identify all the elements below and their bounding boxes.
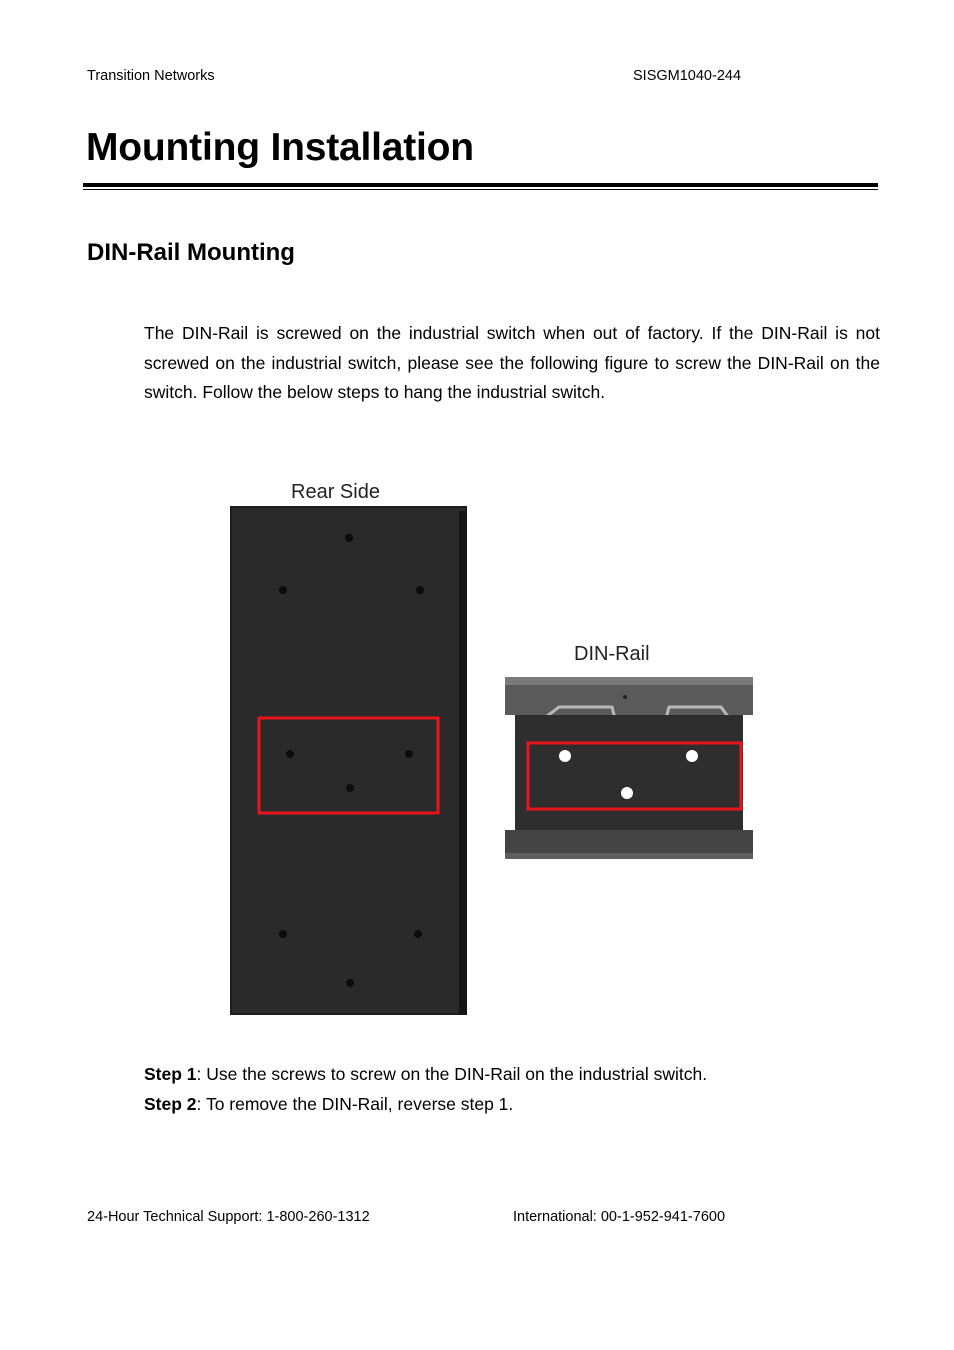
steps-list bbox=[144, 1060, 707, 1119]
step-1-label: Step 1 bbox=[144, 1064, 197, 1084]
header-company: Transition Networks bbox=[87, 68, 215, 84]
title-rule-thick bbox=[83, 183, 878, 187]
din-rail-figure bbox=[229, 471, 775, 1015]
din-rail-label: DIN-Rail bbox=[574, 643, 650, 665]
din-rail-illustration bbox=[229, 471, 775, 1015]
step-2-label: Step 2 bbox=[144, 1093, 197, 1114]
intro-paragraph: The DIN-Rail is screwed on the industrial switch when out of factory. If the DIN-Rail is not screwed on the industrial switch, please see the following figure to screw the DIN-Rail on the switch. Follow the below steps to hang the industrial switch. bbox=[144, 323, 880, 402]
switch-rear-panel bbox=[230, 506, 467, 1015]
header-model: SISGM1040-244 bbox=[633, 68, 742, 84]
page-title: Mounting Installation bbox=[86, 126, 474, 169]
section-title: DIN-Rail Mounting bbox=[87, 239, 295, 266]
rear-side-label: Rear Side bbox=[291, 481, 380, 503]
step-2 bbox=[144, 1090, 707, 1120]
din-rail-bracket bbox=[505, 677, 753, 859]
footer-international: International: 00-1-952-941-7600 bbox=[513, 1209, 726, 1225]
step-2-text: : To remove the DIN-Rail, reverse step 1. bbox=[196, 1093, 514, 1114]
footer-support: 24-Hour Technical Support: 1-800-260-1312 bbox=[87, 1209, 370, 1225]
step-1-text: : Use the screws to screw on the DIN-Rail on the industrial switch. bbox=[196, 1064, 708, 1084]
title-rule-thin bbox=[83, 189, 878, 190]
step-1 bbox=[144, 1060, 707, 1090]
